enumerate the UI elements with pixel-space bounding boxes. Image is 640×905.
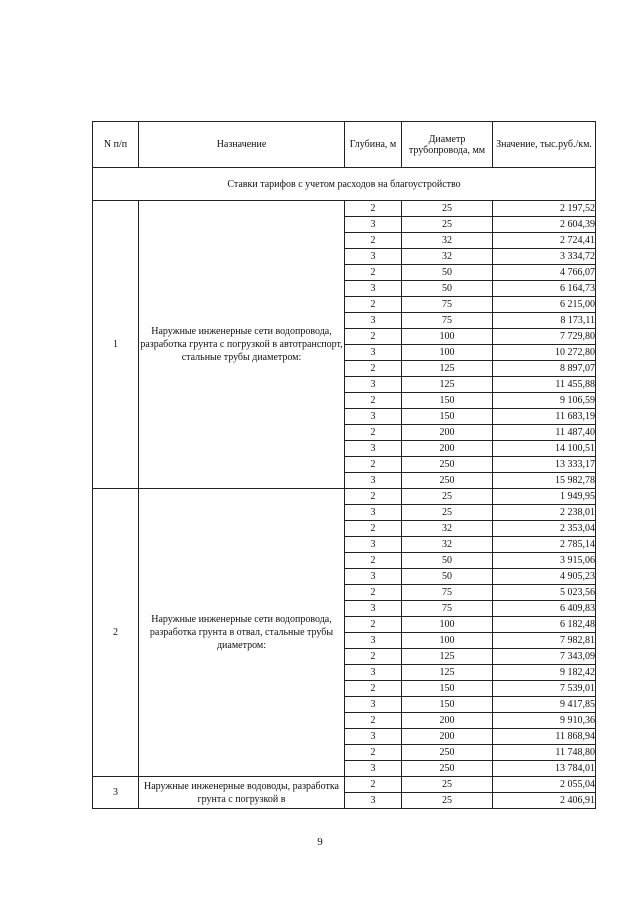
tariff-table <box>92 121 596 809</box>
value-cell: 2 197,52 <box>493 201 596 217</box>
diameter-cell: 150 <box>402 681 493 697</box>
depth-cell: 2 <box>345 361 402 377</box>
value-cell: 6 164,73 <box>493 281 596 297</box>
depth-cell: 2 <box>345 489 402 505</box>
diameter-cell: 75 <box>402 585 493 601</box>
depth-cell: 2 <box>345 393 402 409</box>
value-cell: 2 238,01 <box>493 505 596 521</box>
value-cell: 8 897,07 <box>493 361 596 377</box>
diameter-cell: 150 <box>402 409 493 425</box>
table-body <box>93 168 596 809</box>
value-cell: 7 343,09 <box>493 649 596 665</box>
depth-cell: 2 <box>345 617 402 633</box>
section-row <box>93 168 596 201</box>
value-cell: 7 982,81 <box>493 633 596 649</box>
page-number: 9 <box>317 836 323 848</box>
depth-cell: 2 <box>345 649 402 665</box>
value-cell: 13 784,01 <box>493 761 596 777</box>
group-number: 1 <box>93 201 139 489</box>
diameter-cell: 200 <box>402 441 493 457</box>
depth-cell: 3 <box>345 729 402 745</box>
value-cell: 13 333,17 <box>493 457 596 473</box>
value-cell: 15 982,78 <box>493 473 596 489</box>
diameter-cell: 100 <box>402 345 493 361</box>
diameter-cell: 50 <box>402 553 493 569</box>
value-cell: 3 334,72 <box>493 249 596 265</box>
depth-cell: 3 <box>345 697 402 713</box>
value-cell: 1 949,95 <box>493 489 596 505</box>
value-cell: 9 417,85 <box>493 697 596 713</box>
value-cell: 14 100,51 <box>493 441 596 457</box>
diameter-cell: 25 <box>402 489 493 505</box>
header-depth: Глубина, м <box>345 122 402 168</box>
value-cell: 7 729,80 <box>493 329 596 345</box>
value-cell: 11 455,88 <box>493 377 596 393</box>
value-cell: 11 683,19 <box>493 409 596 425</box>
value-cell: 2 785,14 <box>493 537 596 553</box>
depth-cell: 3 <box>345 441 402 457</box>
diameter-cell: 75 <box>402 313 493 329</box>
depth-cell: 2 <box>345 553 402 569</box>
diameter-cell: 100 <box>402 617 493 633</box>
group-number: 3 <box>93 777 139 809</box>
diameter-cell: 100 <box>402 633 493 649</box>
diameter-cell: 200 <box>402 713 493 729</box>
value-cell: 2 406,91 <box>493 793 596 809</box>
value-cell: 10 272,80 <box>493 345 596 361</box>
value-cell: 4 766,07 <box>493 265 596 281</box>
table-row <box>93 777 596 793</box>
group-number: 2 <box>93 489 139 777</box>
depth-cell: 3 <box>345 569 402 585</box>
depth-cell: 3 <box>345 761 402 777</box>
value-cell: 2 055,04 <box>493 777 596 793</box>
diameter-cell: 250 <box>402 761 493 777</box>
header-purpose: Назначение <box>139 122 345 168</box>
depth-cell: 2 <box>345 297 402 313</box>
depth-cell: 3 <box>345 249 402 265</box>
value-cell: 6 182,48 <box>493 617 596 633</box>
value-cell: 3 915,06 <box>493 553 596 569</box>
diameter-cell: 25 <box>402 505 493 521</box>
value-cell: 7 539,01 <box>493 681 596 697</box>
diameter-cell: 150 <box>402 393 493 409</box>
value-cell: 4 905,23 <box>493 569 596 585</box>
depth-cell: 3 <box>345 217 402 233</box>
depth-cell: 3 <box>345 409 402 425</box>
depth-cell: 2 <box>345 745 402 761</box>
depth-cell: 3 <box>345 345 402 361</box>
diameter-cell: 250 <box>402 745 493 761</box>
value-cell: 2 724,41 <box>493 233 596 249</box>
diameter-cell: 32 <box>402 521 493 537</box>
diameter-cell: 50 <box>402 281 493 297</box>
depth-cell: 2 <box>345 201 402 217</box>
depth-cell: 3 <box>345 601 402 617</box>
depth-cell: 2 <box>345 521 402 537</box>
depth-cell: 3 <box>345 377 402 393</box>
group-description: Наружные инженерные водоводы, разработка грунта с погрузкой в <box>139 777 345 809</box>
section-title: Ставки тарифов с учетом расходов на благоустройство <box>93 168 596 201</box>
diameter-cell: 250 <box>402 473 493 489</box>
diameter-cell: 200 <box>402 729 493 745</box>
diameter-cell: 25 <box>402 793 493 809</box>
depth-cell: 2 <box>345 233 402 249</box>
diameter-cell: 125 <box>402 377 493 393</box>
diameter-cell: 32 <box>402 233 493 249</box>
depth-cell: 3 <box>345 281 402 297</box>
value-cell: 9 106,59 <box>493 393 596 409</box>
diameter-cell: 25 <box>402 201 493 217</box>
depth-cell: 2 <box>345 777 402 793</box>
diameter-cell: 75 <box>402 297 493 313</box>
value-cell: 2 353,04 <box>493 521 596 537</box>
depth-cell: 2 <box>345 457 402 473</box>
value-cell: 11 868,94 <box>493 729 596 745</box>
table-row <box>93 489 596 505</box>
depth-cell: 2 <box>345 585 402 601</box>
value-cell: 11 487,40 <box>493 425 596 441</box>
depth-cell: 3 <box>345 505 402 521</box>
depth-cell: 2 <box>345 713 402 729</box>
value-cell: 9 910,36 <box>493 713 596 729</box>
value-cell: 2 604,39 <box>493 217 596 233</box>
diameter-cell: 75 <box>402 601 493 617</box>
depth-cell: 3 <box>345 665 402 681</box>
diameter-cell: 25 <box>402 777 493 793</box>
diameter-cell: 125 <box>402 665 493 681</box>
table-row <box>93 201 596 217</box>
diameter-cell: 100 <box>402 329 493 345</box>
depth-cell: 3 <box>345 633 402 649</box>
header-num: N п/п <box>93 122 139 168</box>
diameter-cell: 50 <box>402 569 493 585</box>
diameter-cell: 125 <box>402 361 493 377</box>
diameter-cell: 200 <box>402 425 493 441</box>
depth-cell: 3 <box>345 473 402 489</box>
header-diameter: Диаметр трубопровода, мм <box>402 122 493 168</box>
diameter-cell: 32 <box>402 537 493 553</box>
diameter-cell: 32 <box>402 249 493 265</box>
header-value: Значение, тыс.руб./км. <box>493 122 596 168</box>
depth-cell: 2 <box>345 329 402 345</box>
depth-cell: 3 <box>345 537 402 553</box>
group-description: Наружные инженерные сети водопровода, разработка грунта в отвал, стальные трубы диаметром: <box>139 489 345 777</box>
depth-cell: 2 <box>345 265 402 281</box>
depth-cell: 3 <box>345 793 402 809</box>
group-description: Наружные инженерные сети водопровода, разработка грунта с погрузкой в автотранспорт, стальные трубы диаметром: <box>139 201 345 489</box>
diameter-cell: 50 <box>402 265 493 281</box>
value-cell: 9 182,42 <box>493 665 596 681</box>
depth-cell: 2 <box>345 425 402 441</box>
diameter-cell: 150 <box>402 697 493 713</box>
depth-cell: 3 <box>345 313 402 329</box>
value-cell: 6 215,00 <box>493 297 596 313</box>
depth-cell: 2 <box>345 681 402 697</box>
diameter-cell: 250 <box>402 457 493 473</box>
value-cell: 6 409,83 <box>493 601 596 617</box>
value-cell: 8 173,11 <box>493 313 596 329</box>
diameter-cell: 125 <box>402 649 493 665</box>
header-row <box>93 122 596 168</box>
diameter-cell: 25 <box>402 217 493 233</box>
value-cell: 5 023,56 <box>493 585 596 601</box>
value-cell: 11 748,80 <box>493 745 596 761</box>
